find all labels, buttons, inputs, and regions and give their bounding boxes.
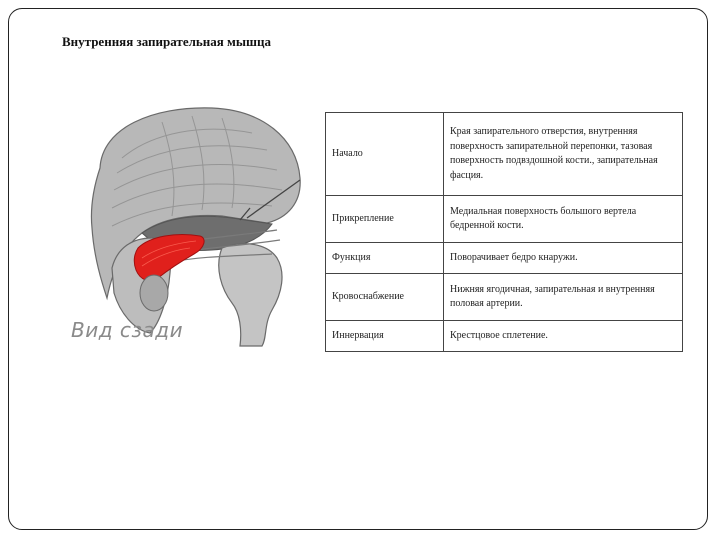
row-label: Начало	[326, 113, 444, 196]
row-label: Иннервация	[326, 321, 444, 352]
row-label: Прикрепление	[326, 196, 444, 243]
row-value: Медиальная поверхность большого вертела бедренной кости.	[444, 196, 683, 243]
row-value: Поворачивает бедро кнаружи.	[444, 243, 683, 274]
row-value: Нижняя ягодичная, запирательная и внутренняя половая артерии.	[444, 274, 683, 321]
row-label: Функция	[326, 243, 444, 274]
table-row	[326, 321, 683, 352]
muscle-info-table	[325, 112, 683, 352]
row-value: Крестцовое сплетение.	[444, 321, 683, 352]
slide-title: Внутренняя запирательная мышца	[62, 34, 271, 49]
table-row	[326, 274, 683, 321]
image-caption: Вид сзади	[71, 318, 184, 342]
row-label: Кровоснабжение	[326, 274, 444, 321]
row-value: Края запирательного отверстия, внутренняя поверхность запирательной перепонки, тазовая поверхность подвздошной кости., запирательная фасция.	[444, 113, 683, 196]
table-row	[326, 196, 683, 243]
pelvis-illustration	[72, 98, 332, 348]
table-row	[326, 113, 683, 196]
table-row	[326, 243, 683, 274]
